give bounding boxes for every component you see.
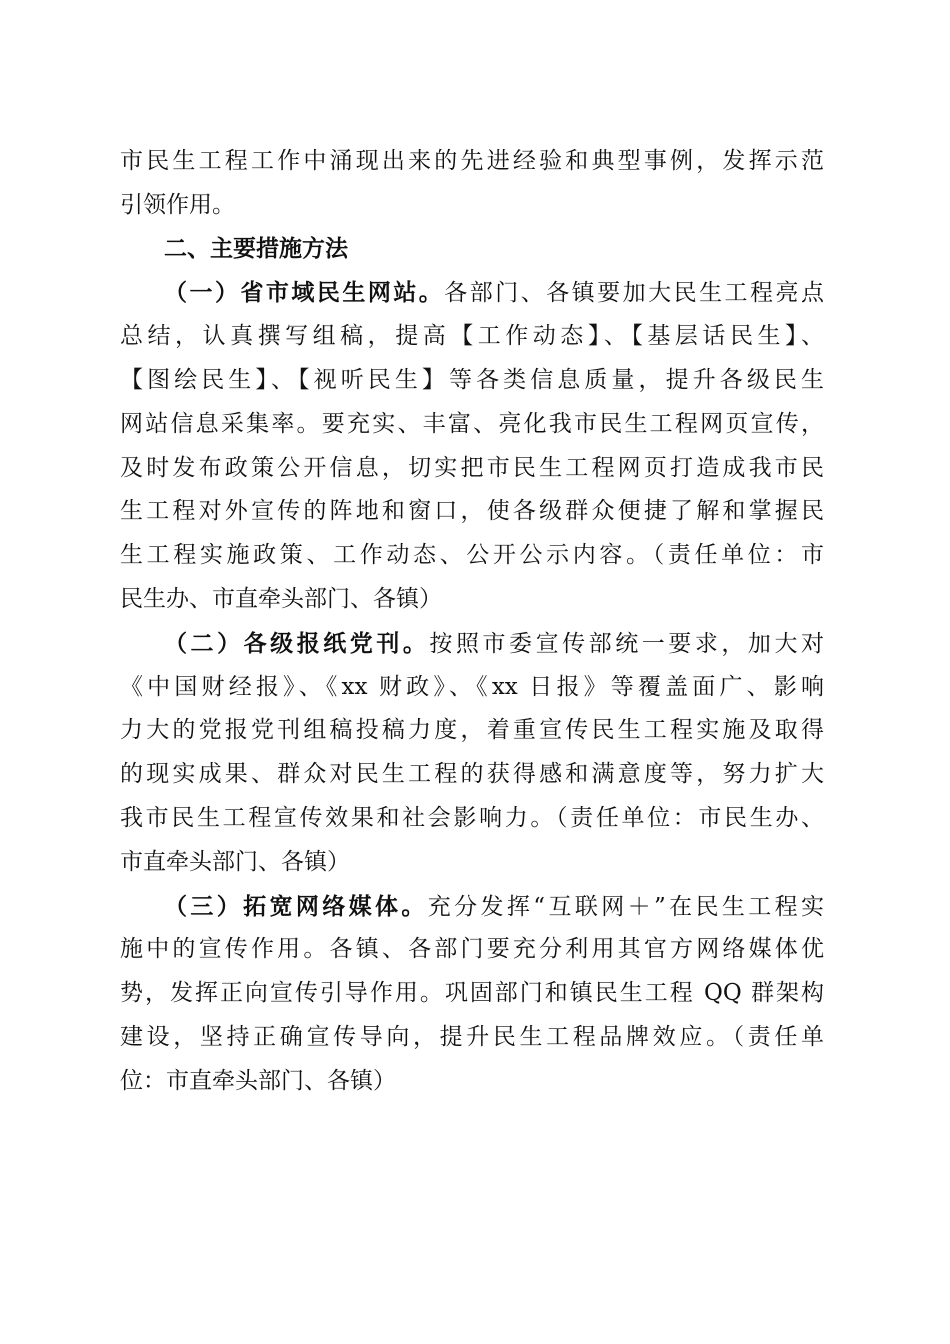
paragraph-line: 市直牵头部门、各镇） [120, 848, 350, 875]
paragraph-line: 的现实成果、群众对民生工程的获得感和满意度等，努力扩大 [120, 761, 824, 788]
paragraph-line: 势，发挥正向宣传引导作用。巩固部门和镇民生工程 QQ 群架构 [120, 980, 824, 1007]
paragraph-line: 《中国财经报》、《xx 财政》、《xx 日报》等覆盖面广、影响 [120, 673, 824, 700]
paragraph-line: 施中的宣传作用。各镇、各部门要充分利用其官方网络媒体优 [120, 936, 824, 963]
paragraph-line: 总结，认真撰写组稿，提高【工作动态】、【基层话民生】、 [120, 323, 824, 350]
paragraph-title: （一）省市域民生网站。 [164, 279, 445, 307]
paragraph-line: 我市民生工程宣传效果和社会影响力。（责任单位：市民生办、 [120, 804, 824, 831]
paragraph-first-line [120, 271, 824, 315]
document-body [120, 140, 824, 1104]
paragraph-text: 各部门、各镇要加大民生工程亮点 [444, 280, 825, 307]
paragraph-first-line [120, 885, 824, 929]
paragraph-line: 建设，坚持正确宣传导向，提升民生工程品牌效应。（责任单 [120, 1023, 824, 1050]
paragraph-line: 及时发布政策公开信息，切实把市民生工程网页打造成我市民 [120, 454, 824, 481]
section-heading: 二、主要措施方法 [164, 235, 348, 262]
intro-line: 市民生工程工作中涌现出来的先进经验和典型事例，发挥示范 [120, 148, 824, 174]
paragraph-title: （三）拓宽网络媒体。 [164, 892, 428, 920]
paragraph-line: 民生办、市直牵头部门、各镇） [120, 585, 442, 612]
paragraph-first-line [120, 622, 824, 666]
paragraph-text: 充分发挥“互联网＋”在民生工程实 [427, 893, 824, 920]
paragraph-title: （二）各级报纸党刊。 [164, 629, 430, 657]
paragraph-line: 位：市直牵头部门、各镇） [120, 1067, 396, 1094]
paragraph-line: 网站信息采集率。要充实、丰富、亮化我市民生工程网页宣传， [120, 410, 824, 437]
paragraph-line: 【图绘民生】、【视听民生】等各类信息质量，提升各级民生 [120, 366, 824, 393]
paragraph-line: 生工程对外宣传的阵地和窗口，使各级群众便捷了解和掌握民 [120, 498, 824, 525]
intro-line: 引领作用。 [120, 191, 235, 218]
paragraph-text: 按照市委宣传部统一要求，加大对 [429, 630, 825, 657]
paragraph-line: 力大的党报党刊组稿投稿力度，着重宣传民生工程实施及取得 [120, 717, 824, 744]
paragraph-line: 生工程实施政策、工作动态、公开公示内容。（责任单位：市 [120, 542, 824, 569]
